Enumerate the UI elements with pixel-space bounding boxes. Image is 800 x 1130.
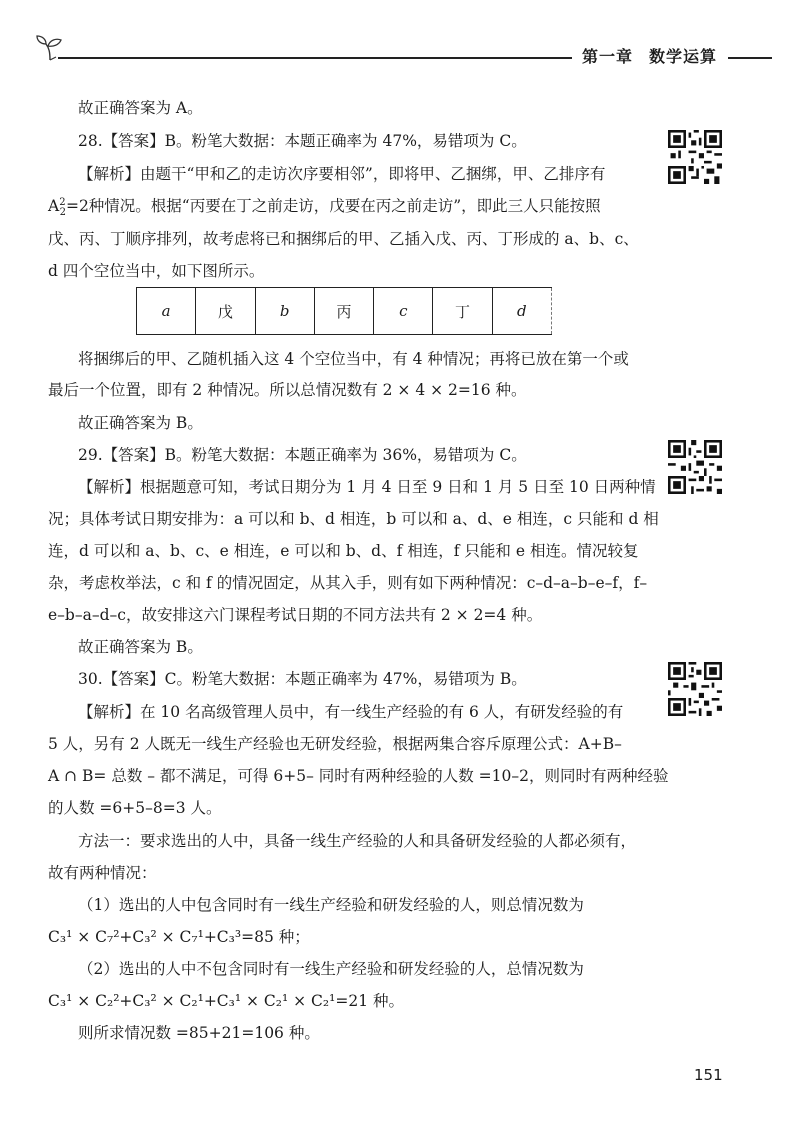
perm-sup: 2: [59, 196, 66, 208]
text-line: 最后一个位置，即有 2 种情况。所以总情况数有 2 × 4 × 2=16 种。: [48, 381, 527, 399]
text-line: （1）选出的人中包含同时有一线生产经验和研发经验的人，则总情况数为: [78, 896, 584, 914]
text-line: 故正确答案为 B。: [78, 638, 203, 656]
text-line: 况；具体考试日期安排为：a 可以和 b、d 相连，b 可以和 a、d、e 相连，c 只能和 d 相: [48, 510, 659, 528]
qr-code-icon[interactable]: [668, 440, 722, 494]
text-line: 【解析】在 10 名高级管理人员中，有一线生产经验的有 6 人，有研发经验的有: [78, 703, 624, 721]
text-line: 杂，考虑枚举法，c 和 f 的情况固定，从其入手，则有如下两种情况：c–d–a–b–e–f，f–: [48, 574, 648, 592]
text-line: e–b–a–d–c，故安排这六门课程考试日期的不同方法共有 2 × 2=4 种。: [48, 606, 543, 624]
text-line: A ∩ B= 总数 – 都不满足，可得 6+5– 同时有两种经验的人数 =10–2，则同时有两种经验: [48, 767, 669, 785]
text-line: C₃¹ × C₇²+C₃² × C₇¹+C₃³=85 种；: [48, 928, 310, 946]
perm-symbol: A: [48, 197, 60, 215]
page-number: 151: [694, 1066, 723, 1084]
running-header: [582, 44, 717, 67]
slot-cell: d: [492, 288, 551, 335]
slot-cell: a: [137, 288, 196, 335]
text-line: 的人数 =6+5–8=3 人。: [48, 799, 222, 817]
text-line: 将捆绑后的甲、乙随机插入这 4 个空位当中，有 4 种情况；再将已放在第一个或: [78, 350, 629, 368]
text-line: 故正确答案为 A。: [78, 99, 203, 117]
qr-code-icon[interactable]: [668, 662, 722, 716]
header-title: 数学运算: [649, 47, 718, 66]
header-chapter: 第一章: [582, 47, 634, 66]
text-line: （2）选出的人中不包含同时有一线生产经验和研发经验的人，总情况数为: [78, 960, 584, 978]
slot-cell: 丙: [314, 288, 373, 335]
slot-table: [136, 287, 552, 335]
text-line: 戊、丙、丁顺序排列，故考虑将已和捆绑后的甲、乙插入戊、丙、丁形成的 a、b、c、: [48, 230, 639, 248]
text-line: 【解析】由题干“甲和乙的走访次序要相邻”，即将甲、乙捆绑，甲、乙排序有: [78, 165, 606, 183]
question-30-heading: 30.【答案】C。粉笔大数据：本题正确率为 47%，易错项为 B。: [78, 670, 527, 688]
slot-cell: 丁: [433, 288, 492, 335]
qr-code-icon[interactable]: [668, 130, 722, 184]
text-line-with-permutation: [48, 196, 601, 219]
question-28-heading: 28.【答案】B。粉笔大数据：本题正确率为 47%，易错项为 C。: [78, 132, 527, 150]
header-rule-right: [728, 57, 772, 59]
text-line: 故正确答案为 B。: [78, 414, 203, 432]
slot-cell: c: [374, 288, 433, 335]
perm-sub: 2: [59, 207, 66, 219]
slot-cell: 戊: [196, 288, 255, 335]
question-29-heading: 29.【答案】B。粉笔大数据：本题正确率为 36%，易错项为 C。: [78, 446, 527, 464]
text-line: 5 人，另有 2 人既无一线生产经验也无研发经验，根据两集合容斥原理公式：A+B–: [48, 735, 622, 753]
perm-text: =2种情况。根据“丙要在丁之前走访，戊要在丙之前走访”，即此三人只能按照: [65, 197, 601, 215]
text-line: C₃¹ × C₂²+C₃² × C₂¹+C₃¹ × C₂¹ × C₂¹=21 种。: [48, 992, 404, 1010]
text-line: 【解析】根据题意可知，考试日期分为 1 月 4 日至 9 日和 1 月 5 日至 10 日两种情: [78, 478, 656, 496]
header-rule-left: [58, 57, 572, 59]
text-line: d 四个空位当中，如下图所示。: [48, 262, 265, 280]
text-line: 故有两种情况：: [48, 864, 157, 882]
text-line: 连，d 可以和 a、b、c、e 相连，e 可以和 b、d、f 相连，f 只能和 e 相连。情况较复: [48, 542, 639, 560]
text-line: 方法一：要求选出的人中，具备一线生产经验的人和具备研发经验的人都必须有，: [78, 832, 637, 850]
text-line: 则所求情况数 =85+21=106 种。: [78, 1024, 320, 1042]
slot-cell: b: [255, 288, 314, 335]
